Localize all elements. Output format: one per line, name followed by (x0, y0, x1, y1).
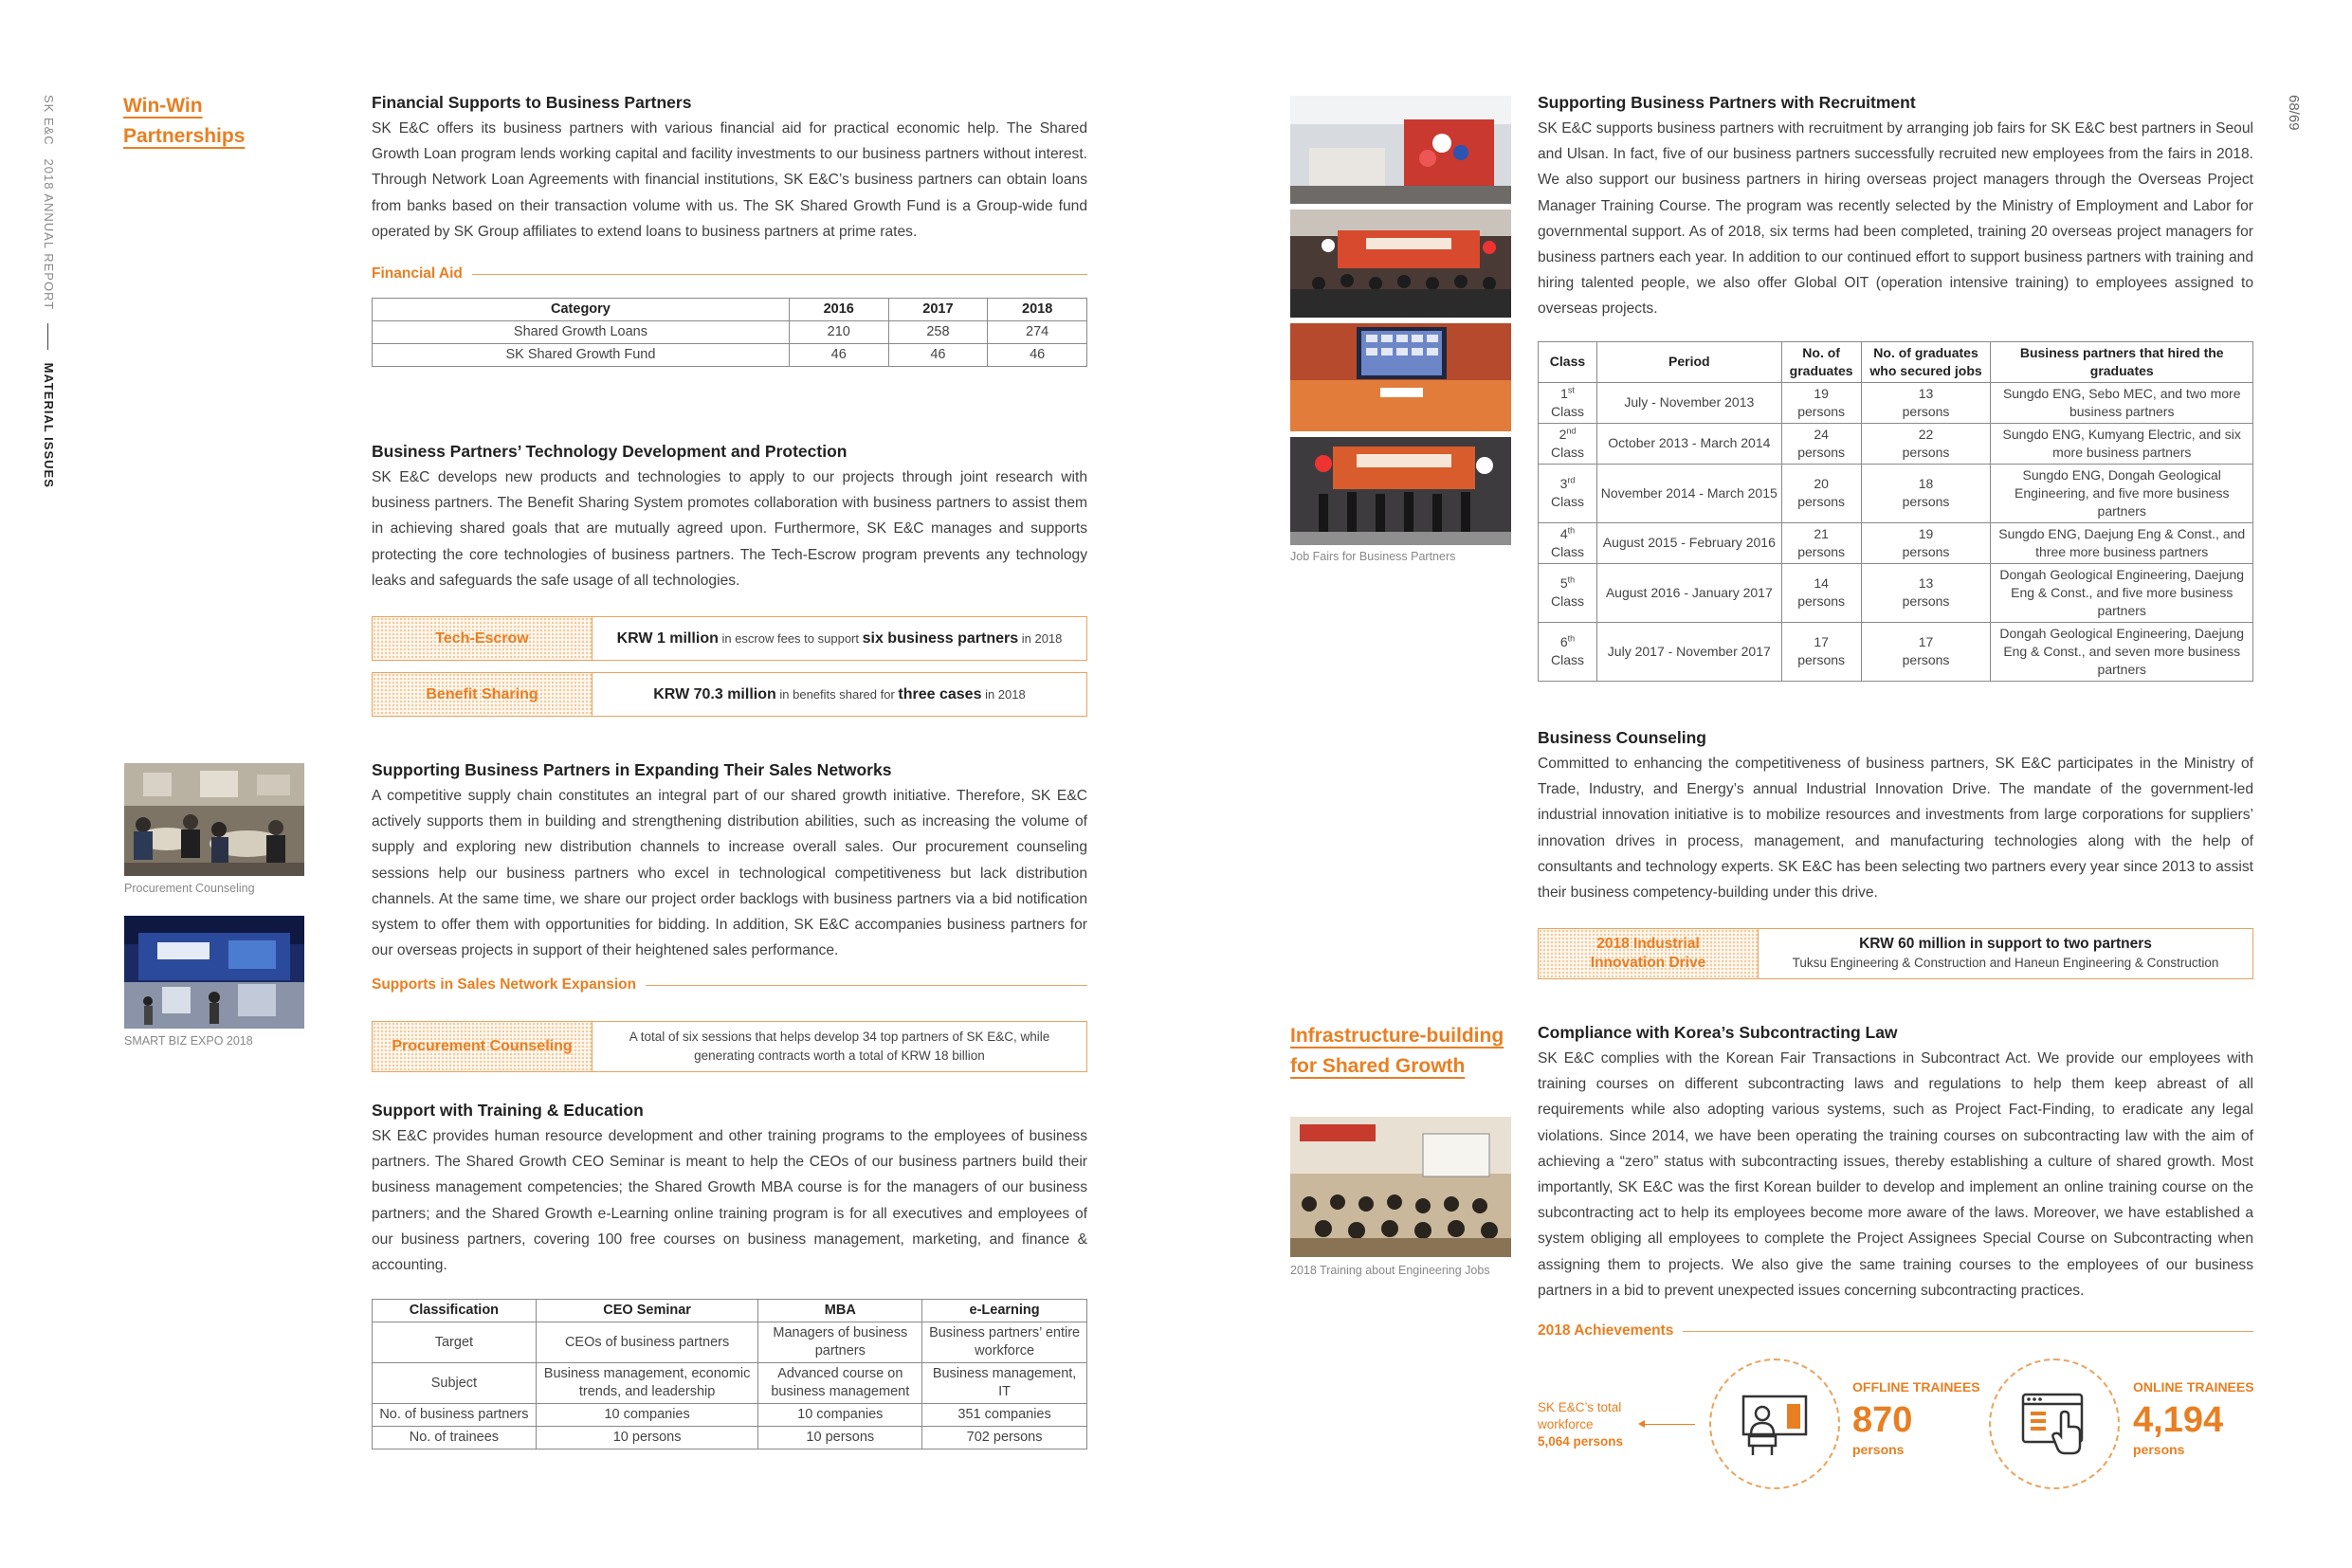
financial-header-cell: 2016 (789, 299, 888, 321)
benefit-sharing-label: Benefit Sharing (373, 673, 593, 716)
graduates-value: 21 (1814, 525, 1829, 541)
workforce-callout (1538, 1399, 1623, 1450)
section-title-infrastructure (1290, 1021, 1504, 1082)
financial-cell: 274 (988, 321, 1087, 344)
partners-cell: Dongah Geological Engineering, Daejung Eng & Const., and seven more business partners (1991, 622, 2253, 681)
financial-cell: 46 (789, 344, 888, 367)
procurement-counseling-label: Procurement Counseling (373, 1022, 593, 1071)
financial-body: SK E&C offers its business partners with various financial aid for practical economic help. The Shared Growth Loan program lends working capital and facility investments to our business partners without interest. Through Network Loan Agreements with financial institutions, SK E&C’s business partners can obtain loans from banks based on their transaction volume with us. The SK Shared Growth Fund is a Group-wide fund operated by SK Group affiliates to extend loans to business partners at prime rates. (372, 120, 1087, 240)
period-cell: November 2014 - March 2015 (1596, 464, 1781, 522)
class-number: 2 (1559, 426, 1567, 442)
tech-escrow-text (593, 629, 1086, 648)
class-cell (1539, 464, 1597, 522)
industrial-innovation-box (1538, 928, 2253, 979)
jobs-value: 13 (1918, 385, 1934, 401)
training-cell: 10 companies (758, 1404, 922, 1427)
jobs-value: 18 (1918, 476, 1934, 492)
financial-table-row (373, 321, 1087, 344)
job-fairs-caption: Job Fairs for Business Partners (1290, 550, 1456, 563)
training-cell: No. of trainees (373, 1427, 537, 1449)
graduates-unit: persons (1797, 494, 1846, 510)
recruitment-header-cell: No. of graduates (1781, 341, 1861, 382)
workforce-arrow (1642, 1424, 1695, 1425)
sales-subhead-label: Supports in Sales Network Expansion (372, 976, 637, 994)
class-suffix: th (1567, 524, 1576, 535)
smart-biz-expo-photo (124, 916, 304, 1029)
training-cell: Subject (373, 1363, 537, 1404)
counseling-title: Business Counseling (1538, 728, 1706, 747)
rail-company: SK E&C (42, 95, 56, 146)
compliance-body: SK E&C complies with the Korean Fair Transactions in Subcontract Act. We provide our employees with training courses on different subcontracting laws and regulations to help them keep abreast of all requirements while also adopting various systems, such as Project Fact-Finding, to eradicate any legal violations. Since 2014, we have been operating the training courses on subcontracting law with the aim of achieving a “zero” status with subcontracting issues, thereby establishing a culture of shared growth. Most importantly, SK E&C was the first Korean builder to develop and implement an online training course on the subcontracting act to help its employees become more aware of the laws. Moreover, we have established a system obliging all employees to complete the Project Assignees Special Course on Subcontracting when assigning them to projects. We also give the same training courses to the employees of our business partners in a bid to prevent unexpected issues concerning subcontracting practices. (1538, 1050, 2253, 1299)
benefit-mid: in benefits shared for (775, 686, 899, 702)
arrow-head-icon (1638, 1420, 1645, 1428)
training-cell: 702 persons (922, 1427, 1087, 1449)
recruitment-title: Supporting Business Partners with Recruitment (1538, 93, 1916, 112)
training-table-row (373, 1322, 1087, 1363)
offline-label: OFFLINE TRAINEES (1852, 1379, 1980, 1395)
infra-title-line2: for Shared Growth (1290, 1055, 1466, 1077)
section-title-line2: Partnerships (123, 125, 246, 147)
training-section (372, 1099, 1087, 1449)
recruitment-table-row (1539, 382, 2253, 423)
training-body: SK E&C provides human resource development and other training programs to the employees of business partners. The Shared Growth CEO Seminar is meant to help the CEOs of our business partners build their business management competencies; the Shared Growth MBA course is for the managers of our business partners; and the Shared Growth e-Learning online training program is for all executives and employees of our business partners, covering 100 free courses on business management, marketing, and finance & accounting. (372, 1128, 1087, 1274)
counseling-body: Committed to enhancing the competitiveness of business partners, SK E&C participates in the Ministry of Trade, Industry, and Energy’s annual Industrial Innovation Drive. The mandate of the government-led industrial innovation initiative is to mobilize resources and investments from large corporations for suppliers’ innovation drives in process, management, and manufacturing technologies along with the help of consultants and technology experts. SK E&C has been selecting two partners every year since 2013 to assist their business competency-building under this drive. (1538, 756, 2253, 902)
recruitment-header-cell: Business partners that hired the graduates (1991, 341, 2253, 382)
graduates-cell (1781, 382, 1861, 423)
innovation-label-line1: 2018 Industrial (1596, 936, 1700, 952)
training-cell: 10 persons (758, 1427, 922, 1449)
workforce-line2: workforce (1538, 1417, 1594, 1431)
class-word: Class (1550, 403, 1584, 419)
training-header-cell: CEO Seminar (536, 1300, 758, 1322)
financial-header-cell: 2017 (888, 299, 988, 321)
procurement-line1: A total of six sessions that helps develop 34 top partners of SK E&C, while (629, 1030, 1050, 1044)
technology-section (372, 440, 1087, 593)
graduates-value: 17 (1814, 634, 1829, 650)
jobs-cell (1861, 522, 1991, 563)
jobs-cell (1861, 382, 1991, 423)
achievements-subhead (1538, 1322, 2253, 1340)
training-cell: Business management, IT (922, 1363, 1087, 1404)
compliance-section (1538, 1021, 2253, 1340)
tech-escrow-count: six business partners (862, 629, 1019, 647)
class-number: 1 (1560, 385, 1568, 401)
recruitment-table-row (1539, 563, 2253, 622)
class-suffix: th (1567, 574, 1576, 585)
class-word: Class (1550, 593, 1584, 610)
engineering-training-photo (1290, 1117, 1511, 1257)
graduates-value: 19 (1814, 385, 1829, 401)
training-cell: Managers of business partners (758, 1322, 922, 1363)
tech-escrow-amount: KRW 1 million (616, 629, 719, 647)
financial-cell: SK Shared Growth Fund (373, 344, 790, 367)
recruitment-table-row (1539, 622, 2253, 681)
graduates-unit: persons (1797, 403, 1846, 419)
partners-cell: Sungdo ENG, Sebo MEC, and two more business partners (1991, 382, 2253, 423)
financial-aid-table (372, 298, 1087, 367)
training-header-cell: e-Learning (922, 1300, 1087, 1322)
rail-report: 2018 ANNUAL REPORT (42, 158, 56, 310)
procurement-counseling-photo (124, 763, 304, 876)
training-cell: Target (373, 1322, 537, 1363)
recruitment-body: SK E&C supports business partners with recruitment by arranging job fairs for SK E&C best partners in Seoul and Ulsan. In fact, five of our business partners successfully recruited new employees from the fairs in 2018. We also support our business partners in hiring overseas project managers through the Overseas Project Manager Training Course. The program was recently selected by the Ministry of Employment and Labor for governmental support. As of 2018, six terms had been completed, training 20 overseas project managers for business partners each year. In addition to our continued effort to support business partners with training and hiring talented people, we also offer Global OIT (operation intensive training) to employees assigned to overseas projects. (1538, 120, 2253, 318)
job-fair-photo-3 (1290, 323, 1511, 431)
jobs-value: 22 (1918, 426, 1934, 442)
offline-trainees-stat (1852, 1379, 1980, 1457)
online-label: ONLINE TRAINEES (2133, 1379, 2254, 1395)
job-fair-photo-4 (1290, 437, 1511, 545)
financial-cell: Shared Growth Loans (373, 321, 790, 344)
class-word: Class (1550, 652, 1584, 668)
procurement-counseling-caption: Procurement Counseling (124, 882, 255, 895)
jobs-unit: persons (1902, 403, 1950, 419)
partners-cell: Dongah Geological Engineering, Daejung Eng & Const., and five more business partners (1991, 563, 2253, 622)
offline-trainees-circle (1709, 1358, 1840, 1489)
engineering-training-caption: 2018 Training about Engineering Jobs (1290, 1264, 1490, 1277)
smart-biz-expo-caption: SMART BIZ EXPO 2018 (124, 1034, 253, 1048)
innovation-line1: KRW 60 million in support to two partners (1859, 936, 2152, 952)
partners-cell: Sungdo ENG, Dongah Geological Engineering, and five more business partners (1991, 464, 2253, 522)
training-cell: CEOs of business partners (536, 1322, 758, 1363)
graduates-cell (1781, 563, 1861, 622)
training-cell: No. of business partners (373, 1404, 537, 1427)
class-suffix: th (1567, 633, 1576, 644)
infra-title-line1: Infrastructure-building (1290, 1025, 1504, 1047)
recruitment-table (1538, 341, 2253, 682)
jobs-unit: persons (1902, 444, 1950, 460)
partners-cell: Sungdo ENG, Daejung Eng & Const., and three more business partners (1991, 522, 2253, 563)
training-header-cell: MBA (758, 1300, 922, 1322)
graduates-unit: persons (1797, 444, 1846, 460)
financial-aid-label: Financial Aid (372, 265, 463, 283)
recruitment-section (1538, 91, 2253, 682)
recruitment-header-cell: Period (1596, 341, 1781, 382)
graduates-value: 14 (1814, 575, 1829, 592)
period-cell: October 2013 - March 2014 (1596, 423, 1781, 464)
recruitment-table-row (1539, 423, 2253, 464)
job-fair-photo-2 (1290, 210, 1511, 318)
training-table-row (373, 1363, 1087, 1404)
tech-escrow-box (372, 616, 1087, 661)
recruitment-table-row (1539, 464, 2253, 522)
training-cell: 351 companies (922, 1404, 1087, 1427)
class-word: Class (1550, 494, 1584, 510)
financial-cell: 210 (789, 321, 888, 344)
jobs-cell (1861, 423, 1991, 464)
benefit-amount: KRW 70.3 million (653, 685, 776, 702)
benefit-count: three cases (898, 685, 982, 702)
graduates-cell (1781, 522, 1861, 563)
offline-classroom-icon (1741, 1391, 1808, 1457)
online-screen-icon (2019, 1391, 2089, 1457)
industrial-innovation-text (1759, 935, 2252, 973)
class-number: 6 (1559, 634, 1568, 650)
financial-aid-subhead (372, 265, 1087, 283)
jobs-cell (1861, 563, 1991, 622)
training-cell: 10 companies (536, 1404, 758, 1427)
jobs-cell (1861, 464, 1991, 522)
training-table (372, 1299, 1087, 1449)
period-cell: July - November 2013 (1596, 382, 1781, 423)
class-word: Class (1550, 444, 1584, 460)
training-cell: 10 persons (536, 1427, 758, 1449)
financial-cell: 46 (988, 344, 1087, 367)
class-number: 3 (1559, 476, 1568, 492)
procurement-counseling-text (593, 1028, 1086, 1066)
online-unit: persons (2133, 1442, 2185, 1457)
benefit-sharing-box (372, 672, 1087, 717)
workforce-line1: SK E&C’s total (1538, 1400, 1622, 1414)
graduates-unit: persons (1797, 593, 1846, 610)
compliance-title: Compliance with Korea’s Subcontracting Law (1538, 1023, 1898, 1042)
partners-cell: Sungdo ENG, Kumyang Electric, and six more business partners (1991, 423, 2253, 464)
class-suffix: nd (1566, 425, 1577, 435)
training-title: Support with Training & Education (372, 1101, 644, 1120)
class-suffix: st (1567, 384, 1575, 394)
technology-body: SK E&C develops new products and technologies to apply to our projects through joint research with business partners. The Benefit Sharing System promotes collaboration with business partners to assist them in achieving shared goals that are mutually agreed upon. Furthermore, SK E&C manages and supports protecting the core technologies of business partners. The Tech-Escrow program prevents any technology leaks and safeguards the safe usage of all technologies. (372, 469, 1087, 589)
rail-section: MATERIAL ISSUES (42, 362, 56, 488)
graduates-unit: persons (1797, 652, 1846, 668)
graduates-value: 24 (1814, 426, 1829, 442)
procurement-line2: generating contracts worth a total of KRW 18 billion (694, 1048, 985, 1063)
section-title-win-win (123, 91, 245, 152)
jobs-unit: persons (1902, 593, 1950, 610)
training-table-row (373, 1427, 1087, 1449)
financial-header-cell: Category (373, 299, 790, 321)
graduates-unit: persons (1797, 543, 1846, 559)
recruitment-header-cell: No. of graduates who secured jobs (1861, 341, 1991, 382)
jobs-unit: persons (1902, 652, 1950, 668)
offline-value: 870 (1852, 1400, 1913, 1440)
benefit-sharing-text (593, 685, 1086, 704)
tech-escrow-mid: in escrow fees to support (718, 630, 863, 646)
financial-header-cell: 2018 (988, 299, 1087, 321)
training-table-row (373, 1404, 1087, 1427)
sales-section (372, 758, 1087, 994)
offline-unit: persons (1852, 1442, 1905, 1457)
jobs-unit: persons (1902, 543, 1950, 559)
technology-title: Business Partners’ Technology Development and Protection (372, 442, 848, 461)
period-cell: August 2015 - February 2016 (1596, 522, 1781, 563)
jobs-value: 19 (1918, 525, 1934, 541)
recruitment-header-cell: Class (1539, 341, 1597, 382)
graduates-cell (1781, 423, 1861, 464)
jobs-cell (1861, 622, 1991, 681)
sales-body: A competitive supply chain constitutes an integral part of our shared growth initiative. Therefore, SK E&C actively supports them in building and strengthening distribution abilities, such as increasing the volume of supply and exploring new distribution channels to increase overall sales. Our procurement counseling sessions help our business partners who excel in technological competitiveness but lack distribution channels. At the same time, we share our project order backlogs with business partners via a bid notification system to offer them with opportunities for bidding. In addition, SK E&C accompanies business partners for our overseas projects in support of their heightened sales performance. (372, 788, 1087, 959)
jobs-unit: persons (1902, 494, 1950, 510)
online-value: 4,194 (2133, 1400, 2224, 1440)
training-cell: Business management, economic trends, and leadership (536, 1363, 758, 1404)
graduates-value: 20 (1814, 476, 1829, 492)
sales-subhead (372, 976, 1087, 994)
class-cell (1539, 423, 1597, 464)
innovation-line2: Tuksu Engineering & Construction and Haneun Engineering & Construction (1792, 956, 2219, 970)
class-cell (1539, 382, 1597, 423)
period-cell: July 2017 - November 2017 (1596, 622, 1781, 681)
financial-cell: 258 (888, 321, 988, 344)
recruitment-table-row (1539, 522, 2253, 563)
procurement-counseling-box (372, 1021, 1087, 1072)
training-cell: Advanced course on business management (758, 1363, 922, 1404)
tech-escrow-label: Tech-Escrow (373, 617, 593, 660)
benefit-end: in 2018 (981, 686, 1026, 702)
class-suffix: rd (1567, 475, 1576, 485)
class-number: 5 (1559, 575, 1568, 592)
graduates-cell (1781, 622, 1861, 681)
class-cell (1539, 622, 1597, 681)
job-fair-photo-1 (1290, 96, 1511, 204)
financial-title: Financial Supports to Business Partners (372, 93, 692, 112)
industrial-innovation-label (1539, 929, 1759, 978)
online-trainees-stat (2133, 1379, 2254, 1457)
side-rail (42, 95, 56, 488)
graduates-cell (1781, 464, 1861, 522)
financial-table-row (373, 344, 1087, 367)
counseling-section (1538, 726, 2253, 905)
page-number: 68/69 (2286, 95, 2302, 131)
jobs-value: 17 (1918, 634, 1934, 650)
workforce-value: 5,064 persons (1538, 1434, 1624, 1449)
innovation-label-line2: Innovation Drive (1590, 955, 1706, 971)
section-title-line1: Win-Win (123, 95, 203, 117)
financial-section (372, 91, 1087, 367)
jobs-value: 13 (1918, 575, 1934, 592)
training-header-cell: Classification (373, 1300, 537, 1322)
class-word: Class (1550, 543, 1584, 559)
class-cell (1539, 563, 1597, 622)
class-number: 4 (1559, 525, 1568, 541)
achievements-label: 2018 Achievements (1538, 1322, 1674, 1340)
period-cell: August 2016 - January 2017 (1596, 563, 1781, 622)
class-cell (1539, 522, 1597, 563)
tech-escrow-end: in 2018 (1018, 630, 1063, 646)
training-cell: Business partners’ entire workforce (922, 1322, 1087, 1363)
financial-cell: 46 (888, 344, 988, 367)
online-trainees-circle (1989, 1358, 2120, 1489)
sales-title: Supporting Business Partners in Expanding Their Sales Networks (372, 760, 892, 779)
